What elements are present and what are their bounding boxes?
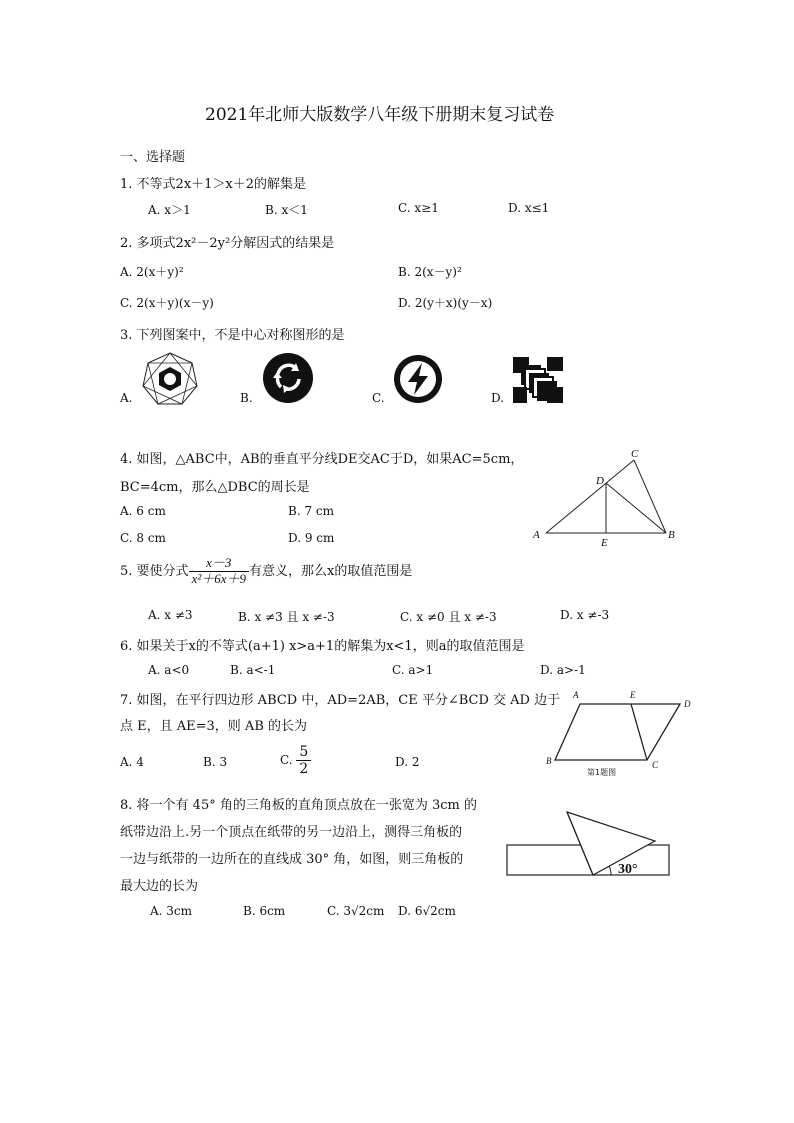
q3-option-d[interactable]: D. <box>491 391 505 405</box>
q8-stem-line2: 纸带边沿上.另一个顶点在纸带的另一边沿上，测得三角板的 <box>120 825 463 840</box>
q5-fraction: $\frac{x-3}{\text{x²＋6x＋9}}$ <box>189 556 249 587</box>
q8-stem-line4: 最大边的长为 <box>120 879 199 894</box>
q4-option-b[interactable]: B. 7 cm <box>288 504 334 518</box>
q7-stem-line1: 7. 如图，在平行四边形 ABCD 中，AD=2AB，CE 平分∠BCD 交 AD 边于 <box>120 693 561 708</box>
q3-figure-c <box>393 354 443 404</box>
q8-option-c[interactable]: C. 3√2cm <box>327 904 385 918</box>
q4-option-c[interactable]: C. 8 cm <box>120 531 166 545</box>
q3-figure-a <box>140 350 200 408</box>
q8-option-d[interactable]: D. 6√2cm <box>398 904 456 918</box>
q4-label-e: E <box>601 537 608 549</box>
q3-stem: 3. 下列图案中，不是中心对称图形的是 <box>120 328 345 343</box>
q2-stem: 2. 多项式2x²－2y²分解因式的结果是 <box>120 236 335 251</box>
q3-option-a[interactable]: A. <box>120 391 133 405</box>
q7-option-c[interactable]: C. $\frac{5}{2}$ <box>280 744 311 777</box>
q5-stem: 5. 要使分式 $\frac{x-3}{\text{x²＋6x＋9}}$ 有意义，那么x的取值范围是 <box>120 555 413 586</box>
q3-option-b[interactable]: B. <box>240 391 253 405</box>
q6-option-a[interactable]: A. a<0 <box>148 663 190 677</box>
q7-option-c-fraction: $\frac{5}{2}$ <box>296 744 311 777</box>
q7-label-e: E <box>630 690 636 700</box>
q2-option-b[interactable]: B. 2(x－y)² <box>398 265 462 279</box>
q7-option-d[interactable]: D. 2 <box>395 755 420 769</box>
q4-option-a[interactable]: A. 6 cm <box>120 504 166 518</box>
q7-option-a[interactable]: A. 4 <box>120 755 144 769</box>
q7-label-c: C <box>652 760 659 770</box>
q4-label-a: A <box>533 529 540 541</box>
q7-label-a: A <box>573 690 579 700</box>
q6-option-c[interactable]: C. a>1 <box>392 663 434 677</box>
q2-option-c[interactable]: C. 2(x＋y)(x－y) <box>120 296 214 310</box>
q8-angle-label: 30° <box>618 862 638 877</box>
page-title: 2021年北师大版数学八年级下册期末复习试卷 <box>205 105 555 125</box>
q3-figure-b <box>262 352 314 404</box>
q5-option-a[interactable]: A. x ≠3 <box>148 608 193 622</box>
q8-option-b[interactable]: B. 6cm <box>243 904 286 918</box>
q4-triangle-figure <box>528 446 688 550</box>
q1-option-a[interactable]: A. x＞1 <box>148 203 191 217</box>
q8-stem-line1: 8. 将一个有 45° 角的三角板的直角顶点放在一张宽为 3cm 的 <box>120 798 477 813</box>
q2-option-d[interactable]: D. 2(y＋x)(y－x) <box>398 296 493 310</box>
q8-ribbon-figure <box>505 808 673 880</box>
q4-stem-line2: BC=4cm，那么△DBC的周长是 <box>120 480 310 495</box>
q2-option-a[interactable]: A. 2(x＋y)² <box>120 265 184 279</box>
q7-option-b[interactable]: B. 3 <box>203 755 228 769</box>
q6-option-d[interactable]: D. a>-1 <box>540 663 586 677</box>
q1-option-b[interactable]: B. x＜1 <box>265 203 308 217</box>
q4-label-d: D <box>596 475 604 487</box>
q6-stem: 6. 如果关于x的不等式(a+1) x>a+1的解集为x<1，则a的取值范围是 <box>120 639 525 654</box>
q1-stem: 1. 不等式2x＋1＞x＋2的解集是 <box>120 177 307 192</box>
q8-option-a[interactable]: A. 3cm <box>150 904 193 918</box>
q7-stem-line2: 点 E，且 AE=3，则 AB 的长为 <box>120 719 308 734</box>
q4-label-b: B <box>668 529 675 541</box>
q5-option-d[interactable]: D. x ≠-3 <box>560 608 610 622</box>
q4-option-d[interactable]: D. 9 cm <box>288 531 335 545</box>
q1-option-c[interactable]: C. x≥1 <box>398 201 439 215</box>
q7-figure-caption: 第1题图 <box>587 768 617 777</box>
q4-label-c: C <box>631 448 639 460</box>
q8-stem-line3: 一边与纸带的一边所在的直线成 30° 角，如图，则三角板的 <box>120 852 464 867</box>
q7-label-b: B <box>546 756 552 766</box>
q5-option-b[interactable]: B. x ≠3 且 x ≠-3 <box>238 610 335 624</box>
q3-option-c[interactable]: C. <box>372 391 385 405</box>
q7-parallelogram-figure <box>542 684 698 778</box>
q5-option-c[interactable]: C. x ≠0 且 x ≠-3 <box>400 610 497 624</box>
q3-figure-d <box>513 357 563 403</box>
q7-label-d: D <box>684 699 691 709</box>
q6-option-b[interactable]: B. a<-1 <box>230 663 276 677</box>
q4-stem-line1: 4. 如图，△ABC中，AB的垂直平分线DE交AC于D，如果AC=5cm， <box>120 452 524 467</box>
q1-option-d[interactable]: D. x≤1 <box>508 201 550 215</box>
section-heading: 一、选择题 <box>120 150 186 165</box>
